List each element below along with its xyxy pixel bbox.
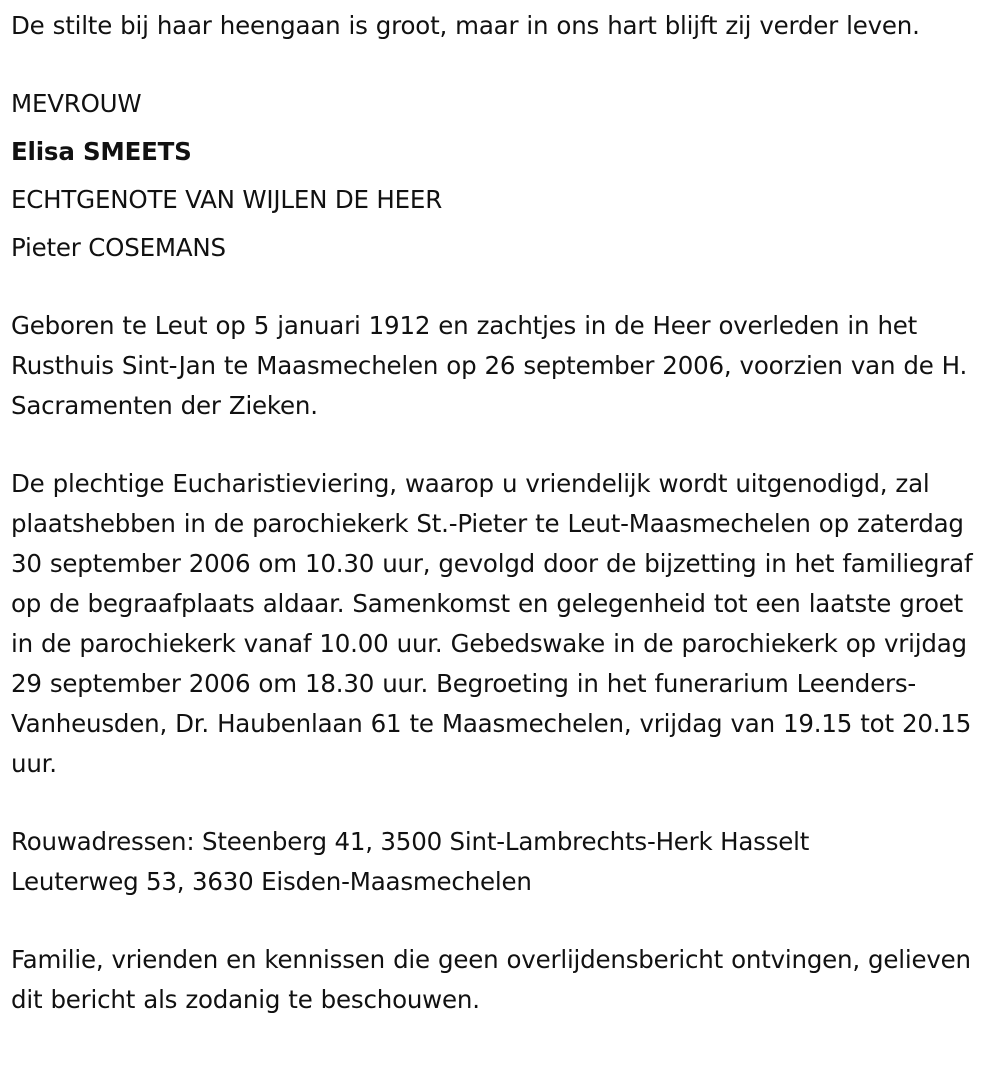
address-line-1: Rouwadressen: Steenberg 41, 3500 Sint-Lambrechts-Herk Hasselt bbox=[11, 827, 810, 856]
spacer bbox=[11, 902, 990, 940]
spacer bbox=[11, 784, 990, 822]
ceremony-text: De plechtige Eucharistieviering, waarop u vriendelijk wordt uitgenodigd, zal plaatshebben in de parochiekerk St.-Pieter te Leut-Maasmechelen op zaterdag 30 september 2006 om 10.30 uur, gevolgd door de bijzetting in het familiegraf op de begraafplaats aldaar. Samenkomst en gelegenheid tot een laatste groet in de parochiekerk vanaf 10.00 uur. Gebedswake in de parochiekerk op vrijdag 29 september 2006 om 18.30 uur. Begroeting in het funerarium Leenders-Vanheusden, Dr. Haubenlaan 61 te Maasmechelen, vrijdag van 19.15 tot 20.15 uur. bbox=[11, 469, 973, 778]
address-line-2: Leuterweg 53, 3630 Eisden-Maasmechelen bbox=[11, 867, 532, 896]
addresses-block bbox=[11, 822, 990, 902]
closing-text: Familie, vrienden en kennissen die geen overlijdensbericht ontvingen, gelieven dit bericht als zodanig te beschouwen. bbox=[11, 945, 971, 1014]
birth-death-text: Geboren te Leut op 5 januari 1912 en zachtjes in de Heer overleden in het Rusthuis Sint-Jan te Maasmechelen op 26 september 2006, voorzien van de H. Sacramenten der Zieken. bbox=[11, 311, 968, 420]
intro-text: De stilte bij haar heengaan is groot, maar in ons hart blijft zij verder leven. bbox=[11, 11, 920, 40]
spouse-prefix: ECHTGENOTE VAN WIJLEN DE HEER bbox=[11, 185, 443, 214]
spacer bbox=[11, 268, 990, 306]
spacer bbox=[11, 426, 990, 464]
deceased-name: Elisa SMEETS bbox=[11, 137, 192, 166]
deceased-title: MEVROUW bbox=[11, 89, 142, 118]
spacer bbox=[11, 46, 990, 84]
spouse-name: Pieter COSEMANS bbox=[11, 233, 226, 262]
deceased-block bbox=[11, 84, 990, 268]
